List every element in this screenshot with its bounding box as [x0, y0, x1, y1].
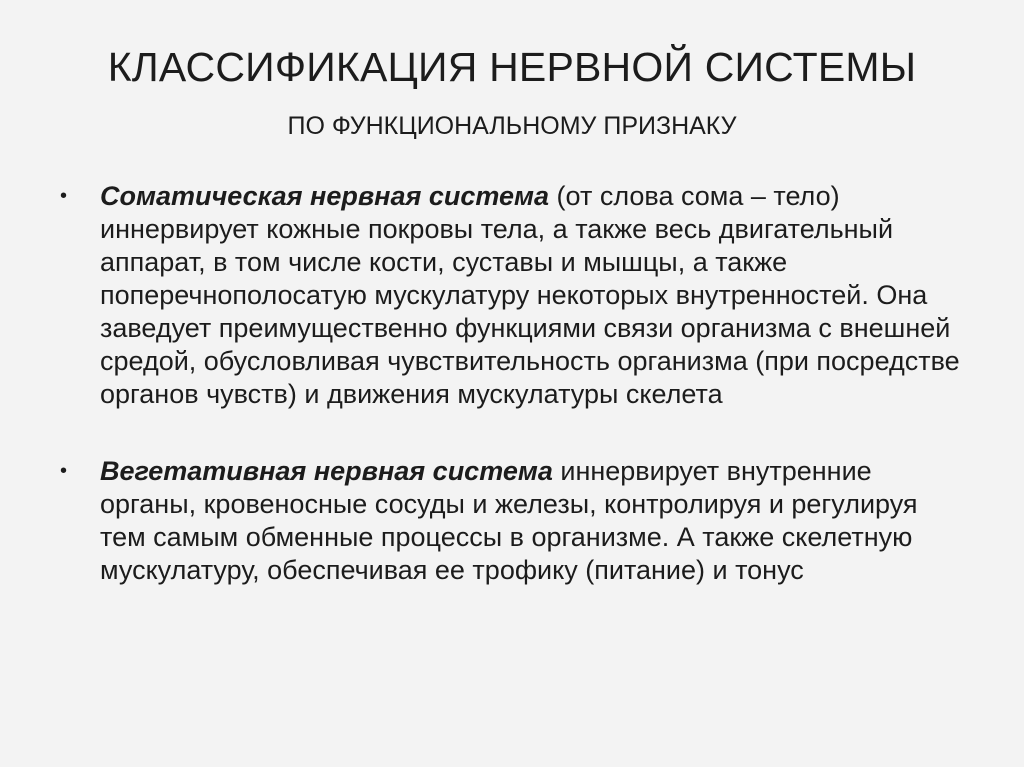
bullet-text: иннервирует внутренние органы, кровеносные сосуды и железы, контролируя и регулируя тем самым обменные процессы в организме. А также скелетную мускулатуру, обеспечивая ее трофику (питание) и тонус [100, 456, 918, 585]
bullet-icon: • [60, 460, 68, 482]
bullet-icon: • [60, 185, 68, 207]
bullet-item-vegetative [60, 455, 960, 587]
bullet-text: (от слова сома – тело) иннервирует кожные покровы тела, а также весь двигательный аппарат, в том числе кости, суставы и мышцы, а также поперечнополосатую мускулатуру некоторых внутренностей. Она заведует преимущественно функциями связи организма с внешней средой, обусловливая чувствительность организма (при посредстве органов чувств) и движения мускулатуры скелета [100, 181, 960, 409]
bullet-term: Вегетативная нервная система [100, 456, 553, 486]
bullet-term: Соматическая нервная система [100, 181, 550, 211]
bullet-item-somatic [60, 180, 960, 411]
slide-subtitle: ПО ФУНКЦИОНАЛЬНОМУ ПРИЗНАКУ [287, 112, 737, 140]
slide-title: КЛАССИФИКАЦИЯ НЕРВНОЙ СИСТЕМЫ [107, 44, 917, 90]
bullet-list [60, 180, 960, 587]
